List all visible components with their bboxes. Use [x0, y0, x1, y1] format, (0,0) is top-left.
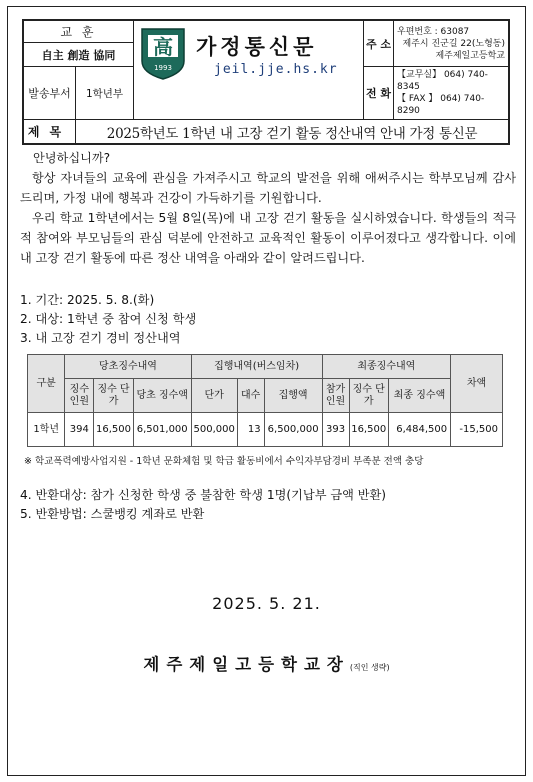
cell-difference: -15,500	[451, 413, 503, 447]
logo-year: 1993	[154, 64, 172, 72]
sub-header: 참가 인원	[322, 379, 349, 413]
sub-header: 최종 징수액	[388, 379, 450, 413]
phone-label: 전 화	[364, 67, 394, 120]
sub-header: 징수 인원	[65, 379, 94, 413]
cell-bus-count: 13	[237, 413, 264, 447]
cell-executed-amount: 6,500,000	[264, 413, 322, 447]
signature-line	[0, 651, 533, 675]
logo-char: 高	[153, 35, 173, 59]
list-item-target: 2. 대상: 1학년 중 참여 신청 학생	[20, 312, 197, 326]
cell-final-amount: 6,484,500	[388, 413, 450, 447]
col-header-diff: 차액	[451, 355, 503, 413]
cell-count: 394	[65, 413, 94, 447]
address-line-1: 제주시 진군길 22(노형동)	[402, 38, 505, 49]
refund-list	[20, 485, 386, 523]
group-header-execution: 집행내역(버스임차)	[191, 355, 322, 379]
sender-value: 1학년부	[76, 67, 134, 120]
letterhead	[22, 19, 510, 145]
paragraph-2: 우리 학교 1학년에서는 5월 8일(목)에 내 고장 걷기 활동을 실시하였습니다. 학생들의 적극적 참여와 부모님들의 관심 덕분에 안전하고 교육적인 활동이 이루어졌다고 생각합니다. 이에 내 고장 걷기 활동에 따른 정산 내역을 아래와 같이 알려드립니다.	[20, 211, 516, 265]
fax-number: 【 FAX 】 064) 740-8290	[397, 94, 485, 116]
seal-note: (직인 생략)	[349, 663, 390, 672]
address-block	[394, 21, 509, 67]
cell-initial-amount: 6,501,000	[133, 413, 191, 447]
list-item-expense: 3. 내 고장 걷기 경비 정산내역	[20, 331, 181, 345]
cell-grade: 1학년	[28, 413, 65, 447]
issue-date: 2025. 5. 21.	[212, 594, 321, 613]
info-list	[20, 290, 196, 347]
sub-header: 대수	[237, 379, 264, 413]
sub-header: 당초 징수액	[133, 379, 191, 413]
subject-label: 제목	[24, 120, 76, 144]
office-phone: 【교무실】 064) 740-8345	[397, 70, 488, 92]
paper-title: 가정통신문	[196, 35, 318, 59]
school-website[interactable]: jeil.jje.hs.kr	[214, 62, 338, 77]
list-item-refund-method: 5. 반환방법: 스쿨뱅킹 계좌로 반환	[20, 507, 205, 521]
masthead	[134, 21, 364, 120]
group-header-initial: 당초징수내역	[65, 355, 191, 379]
address-label: 주 소	[364, 21, 394, 67]
motto-title: 교 훈	[24, 21, 134, 43]
school-logo-icon	[140, 27, 186, 81]
cell-bus-unit: 500,000	[191, 413, 237, 447]
cell-final-unit: 16,500	[349, 413, 388, 447]
address-line-2: 제주제일고등학교	[435, 50, 505, 61]
sender-label: 발송부서	[24, 67, 76, 120]
sub-header: 집행액	[264, 379, 322, 413]
sub-header: 징수 단가	[94, 379, 133, 413]
school-principal: 제주제일고등학교장	[143, 655, 350, 674]
paragraph-1: 항상 자녀들의 교육에 관심을 가져주시고 학교의 발전을 위해 애써주시는 학부모님께 감사드리며, 가정 내에 행복과 건강이 가득하기를 기원합니다.	[20, 171, 516, 205]
group-header-final: 최종징수내역	[322, 355, 451, 379]
postal-code: 우편번호 : 63087	[397, 26, 470, 37]
greeting: 안녕하십니까?	[33, 151, 111, 165]
table-row	[28, 413, 503, 447]
list-item-period: 1. 기간: 2025. 5. 8.(화)	[20, 293, 155, 307]
motto-text: 自主 創造 協同	[24, 43, 134, 67]
list-item-refund-target: 4. 반환대상: 참가 신청한 학생 중 불참한 학생 1명(기납부 금액 반환)	[20, 488, 387, 502]
subject-title: 2025학년도 1학년 내 고장 걷기 활동 정산내역 안내 가정 통신문	[76, 120, 509, 144]
sub-header: 단가	[191, 379, 237, 413]
col-header-gubun: 구분	[28, 355, 65, 413]
cell-participants: 393	[322, 413, 349, 447]
phone-block	[394, 67, 509, 120]
settlement-table	[27, 354, 503, 447]
cell-unit: 16,500	[94, 413, 133, 447]
funding-note: ※ 학교폭력예방사업지원 - 1학년 문화체험 및 학급 활동비에서 수익자부담경비 부족분 전액 충당	[24, 456, 424, 467]
sub-header: 징수 단가	[349, 379, 388, 413]
